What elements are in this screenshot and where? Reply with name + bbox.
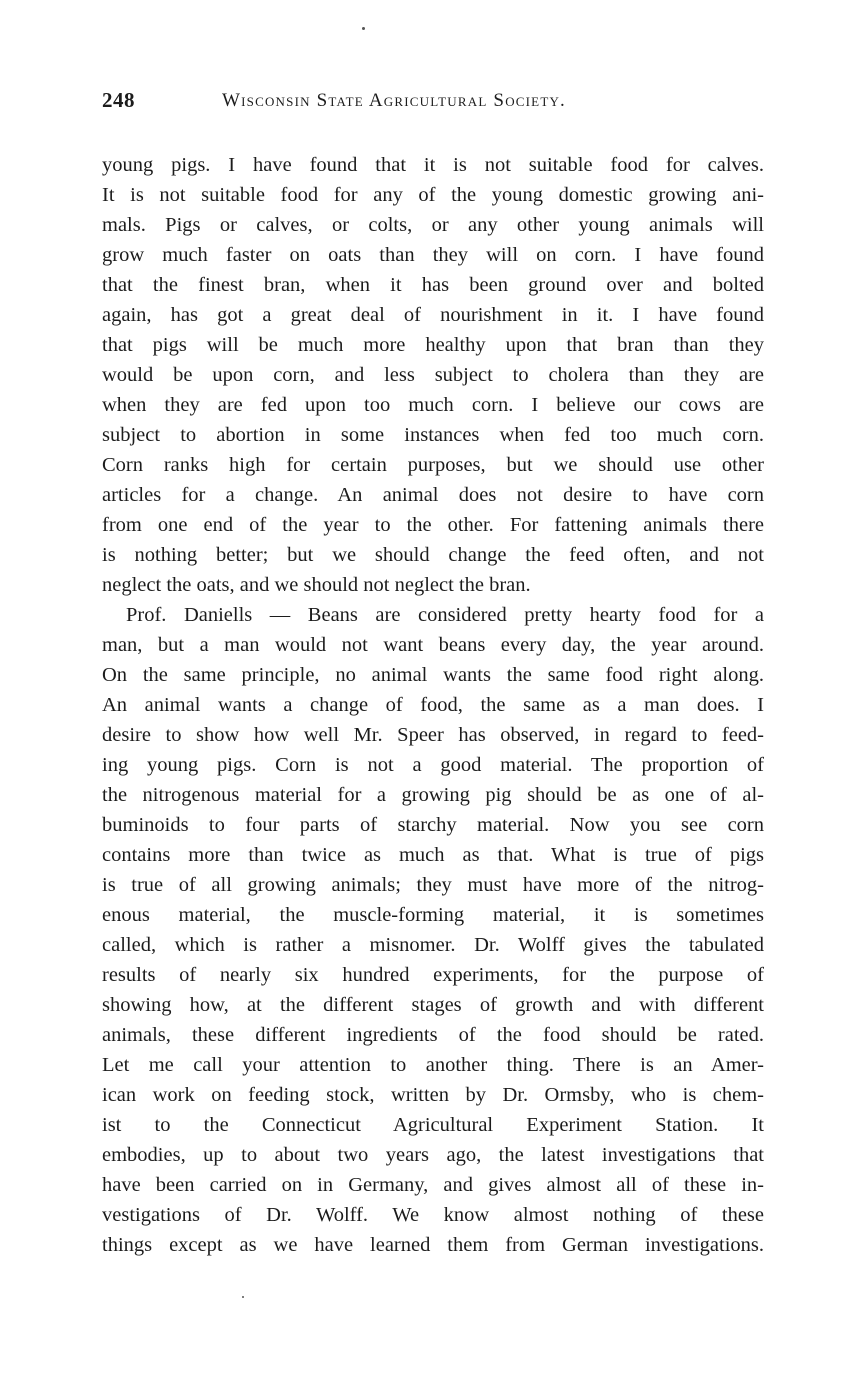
text-line: showing how, at the different stages of growth and with different [102,994,764,1016]
page-number: 248 [102,88,135,112]
print-speck [362,27,365,30]
text-line: again, has got a great deal of nourishment in it. I have found [102,304,764,326]
text-line: is true of all growing animals; they must have more of the nitrog- [102,874,764,896]
text-line: vestigations of Dr. Wolff. We know almost nothing of these [102,1204,764,1226]
text-line: grow much faster on oats than they will on corn. I have found [102,244,764,266]
text-line: the nitrogenous material for a growing pig should be as one of al- [102,784,764,806]
running-head: Wisconsin State Agricultural Society. [222,90,567,111]
paragraph-2 [102,600,764,1260]
text-line: subject to abortion in some instances when fed too much corn. [102,424,764,446]
body-text [102,150,764,1260]
text-line: enous material, the muscle-forming material, it is sometimes [102,904,764,926]
text-line: mals. Pigs or calves, or colts, or any other young animals will [102,214,764,236]
text-line: Corn ranks high for certain purposes, but we should use other [102,454,764,476]
text-line: have been carried on in Germany, and gives almost all of these in- [102,1174,764,1196]
text-line: that the finest bran, when it has been ground over and bolted [102,274,764,296]
text-line: called, which is rather a misnomer. Dr. Wolff gives the tabulated [102,934,764,956]
text-line: Prof. Daniells — Beans are considered pretty hearty food for a [126,604,764,626]
text-line: animals, these different ingredients of the food should be rated. [102,1024,764,1046]
text-line: man, but a man would not want beans every day, the year around. [102,634,764,656]
text-line: buminoids to four parts of starchy material. Now you see corn [102,814,764,836]
text-line: ist to the Connecticut Agricultural Experiment Station. It [102,1114,764,1136]
text-line: embodies, up to about two years ago, the latest investigations that [102,1144,764,1166]
text-line: Let me call your attention to another thing. There is an Amer- [102,1054,764,1076]
text-line: results of nearly six hundred experiments, for the purpose of [102,964,764,986]
text-line: On the same principle, no animal wants the same food right along. [102,664,764,686]
text-line: when they are fed upon too much corn. I believe our cows are [102,394,764,416]
text-line: things except as we have learned them from German investigations. [102,1234,764,1256]
text-line: desire to show how well Mr. Speer has observed, in regard to feed- [102,724,764,746]
text-line: An animal wants a change of food, the same as a man does. I [102,694,764,716]
text-line: is nothing better; but we should change the feed often, and not [102,544,764,566]
paragraph-1 [102,150,764,600]
text-line: young pigs. I have found that it is not suitable food for calves. [102,154,764,176]
text-line: It is not suitable food for any of the young domestic growing ani- [102,184,764,206]
text-line: ican work on feeding stock, written by Dr. Ormsby, who is chem- [102,1084,764,1106]
text-line: neglect the oats, and we should not neglect the bran. [102,574,531,596]
print-speck [242,1296,244,1298]
text-line: that pigs will be much more healthy upon that bran than they [102,334,764,356]
text-line: from one end of the year to the other. For fattening animals there [102,514,764,536]
text-line: would be upon corn, and less subject to cholera than they are [102,364,764,386]
page-header [102,88,764,128]
text-line: articles for a change. An animal does not desire to have corn [102,484,764,506]
text-line: ing young pigs. Corn is not a good material. The proportion of [102,754,764,776]
text-line: contains more than twice as much as that. What is true of pigs [102,844,764,866]
